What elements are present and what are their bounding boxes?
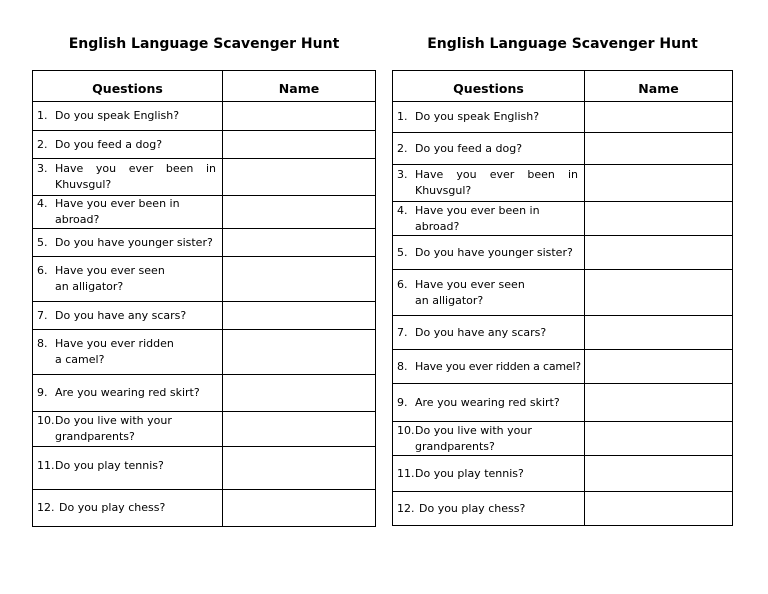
table-row bbox=[393, 270, 733, 316]
questions-header: Questions bbox=[393, 71, 585, 102]
question-number: 12. bbox=[397, 501, 415, 515]
question-cell bbox=[393, 456, 585, 492]
question-cell bbox=[33, 196, 223, 229]
table-row bbox=[393, 316, 733, 350]
question-cell bbox=[393, 350, 585, 384]
question-text: Do you play chess? bbox=[419, 501, 526, 515]
question-cell bbox=[33, 447, 223, 490]
question-number: 5. bbox=[37, 235, 48, 249]
name-header: Name bbox=[585, 71, 733, 102]
questions-table bbox=[392, 70, 733, 526]
header-row bbox=[393, 71, 733, 102]
question-cell bbox=[33, 412, 223, 447]
question-number: 9. bbox=[397, 395, 408, 409]
question-cell bbox=[33, 375, 223, 412]
name-cell[interactable] bbox=[223, 257, 376, 302]
table-row bbox=[33, 196, 376, 229]
question-number: 4. bbox=[37, 197, 48, 210]
table-row bbox=[393, 456, 733, 492]
name-cell[interactable] bbox=[585, 384, 733, 422]
question-number: 5. bbox=[397, 245, 408, 259]
name-cell[interactable] bbox=[585, 316, 733, 350]
table-row bbox=[33, 490, 376, 527]
table-row bbox=[33, 131, 376, 159]
table-row bbox=[393, 350, 733, 384]
name-cell[interactable] bbox=[223, 330, 376, 375]
question-number: 6. bbox=[397, 277, 408, 291]
question-text: Do you have younger sister? bbox=[415, 245, 573, 259]
question-cell bbox=[393, 492, 585, 526]
question-cell bbox=[393, 133, 585, 165]
question-text: Have you ever been in Khuvsgul? bbox=[415, 168, 578, 197]
question-text: Do you feed a dog? bbox=[415, 141, 523, 155]
name-cell[interactable] bbox=[585, 133, 733, 165]
question-number: 11. bbox=[397, 466, 415, 480]
question-cell bbox=[33, 229, 223, 257]
question-number: 4. bbox=[397, 203, 408, 217]
name-cell[interactable] bbox=[585, 270, 733, 316]
name-cell[interactable] bbox=[223, 229, 376, 257]
question-cell bbox=[393, 316, 585, 350]
name-cell[interactable] bbox=[585, 236, 733, 270]
question-text: Do you play tennis? bbox=[55, 459, 164, 472]
table-row bbox=[33, 229, 376, 257]
question-text: Are you wearing red skirt? bbox=[55, 386, 200, 399]
questions-table bbox=[32, 70, 376, 527]
name-cell[interactable] bbox=[585, 492, 733, 526]
question-text: Do you play chess? bbox=[59, 501, 166, 514]
sheet-title: English Language Scavenger Hunt bbox=[68, 36, 340, 52]
question-text: Do you play tennis? bbox=[415, 466, 524, 480]
table-row bbox=[33, 257, 376, 302]
name-cell[interactable] bbox=[223, 159, 376, 196]
question-number: 2. bbox=[37, 137, 48, 151]
sheet-title: English Language Scavenger Hunt bbox=[427, 36, 698, 52]
question-number: 7. bbox=[397, 325, 408, 339]
header-row bbox=[33, 71, 376, 102]
question-number: 9. bbox=[37, 386, 48, 399]
question-cell bbox=[393, 422, 585, 456]
name-cell[interactable] bbox=[223, 196, 376, 229]
question-text: Do you have any scars? bbox=[415, 325, 547, 339]
question-cell bbox=[33, 159, 223, 196]
name-cell[interactable] bbox=[223, 490, 376, 527]
table-row bbox=[393, 422, 733, 456]
question-text: Do you speak English? bbox=[55, 109, 180, 122]
question-number: 8. bbox=[37, 337, 48, 350]
question-number: 3. bbox=[37, 162, 48, 175]
name-cell[interactable] bbox=[223, 102, 376, 131]
question-cell bbox=[33, 302, 223, 330]
name-cell[interactable] bbox=[585, 165, 733, 202]
name-cell[interactable] bbox=[585, 202, 733, 236]
question-cell bbox=[393, 236, 585, 270]
question-number: 7. bbox=[37, 308, 48, 322]
question-text: Do you feed a dog? bbox=[55, 137, 163, 151]
name-cell[interactable] bbox=[585, 422, 733, 456]
question-cell bbox=[393, 202, 585, 236]
name-cell[interactable] bbox=[223, 412, 376, 447]
question-number: 10. bbox=[37, 414, 55, 427]
question-cell bbox=[393, 270, 585, 316]
name-cell[interactable] bbox=[223, 447, 376, 490]
question-text: Do you have any scars? bbox=[55, 308, 187, 322]
name-cell[interactable] bbox=[585, 102, 733, 133]
questions-header: Questions bbox=[33, 71, 223, 102]
question-cell bbox=[393, 102, 585, 133]
question-text: Do you speak English? bbox=[415, 110, 540, 123]
question-number: 8. bbox=[397, 359, 408, 373]
question-number: 11. bbox=[37, 459, 55, 472]
table-row bbox=[33, 375, 376, 412]
table-row bbox=[33, 412, 376, 447]
question-number: 1. bbox=[397, 110, 408, 123]
question-text: Do you live with your grandparents? bbox=[55, 414, 172, 443]
question-text: Have you ever ridden a camel? bbox=[55, 337, 174, 366]
question-number: 3. bbox=[397, 168, 408, 181]
question-text: Do you have younger sister? bbox=[55, 235, 213, 249]
question-number: 12. bbox=[37, 501, 55, 514]
name-header: Name bbox=[223, 71, 376, 102]
table-row bbox=[33, 447, 376, 490]
question-text: Have you ever been in abroad? bbox=[415, 203, 540, 233]
table-row bbox=[393, 133, 733, 165]
question-cell bbox=[393, 165, 585, 202]
question-cell bbox=[33, 490, 223, 527]
table-row bbox=[393, 102, 733, 133]
question-cell bbox=[33, 102, 223, 131]
table-row bbox=[33, 330, 376, 375]
question-number: 2. bbox=[397, 141, 408, 155]
table-row bbox=[393, 202, 733, 236]
question-cell bbox=[33, 131, 223, 159]
table-row bbox=[33, 302, 376, 330]
question-number: 10. bbox=[397, 423, 415, 437]
table-row bbox=[393, 492, 733, 526]
table-row bbox=[393, 236, 733, 270]
question-cell bbox=[33, 257, 223, 302]
table-row bbox=[33, 102, 376, 131]
question-text: Have you ever seen an alligator? bbox=[415, 277, 525, 307]
name-cell[interactable] bbox=[585, 456, 733, 492]
question-cell bbox=[33, 330, 223, 375]
table-row bbox=[33, 159, 376, 196]
question-text: Have you ever ridden a camel? bbox=[415, 359, 581, 373]
name-cell[interactable] bbox=[223, 302, 376, 330]
question-number: 1. bbox=[37, 109, 48, 122]
question-text: Do you live with your grandparents? bbox=[415, 423, 532, 453]
name-cell[interactable] bbox=[223, 131, 376, 159]
question-text: Are you wearing red skirt? bbox=[415, 395, 560, 409]
name-cell[interactable] bbox=[585, 350, 733, 384]
question-text: Have you ever seen an alligator? bbox=[55, 264, 165, 293]
name-cell[interactable] bbox=[223, 375, 376, 412]
question-text: Have you ever been in abroad? bbox=[55, 197, 180, 226]
table-row bbox=[393, 384, 733, 422]
question-cell bbox=[393, 384, 585, 422]
question-text: Have you ever been in Khuvsgul? bbox=[55, 162, 216, 191]
table-row bbox=[393, 165, 733, 202]
question-number: 6. bbox=[37, 264, 48, 277]
